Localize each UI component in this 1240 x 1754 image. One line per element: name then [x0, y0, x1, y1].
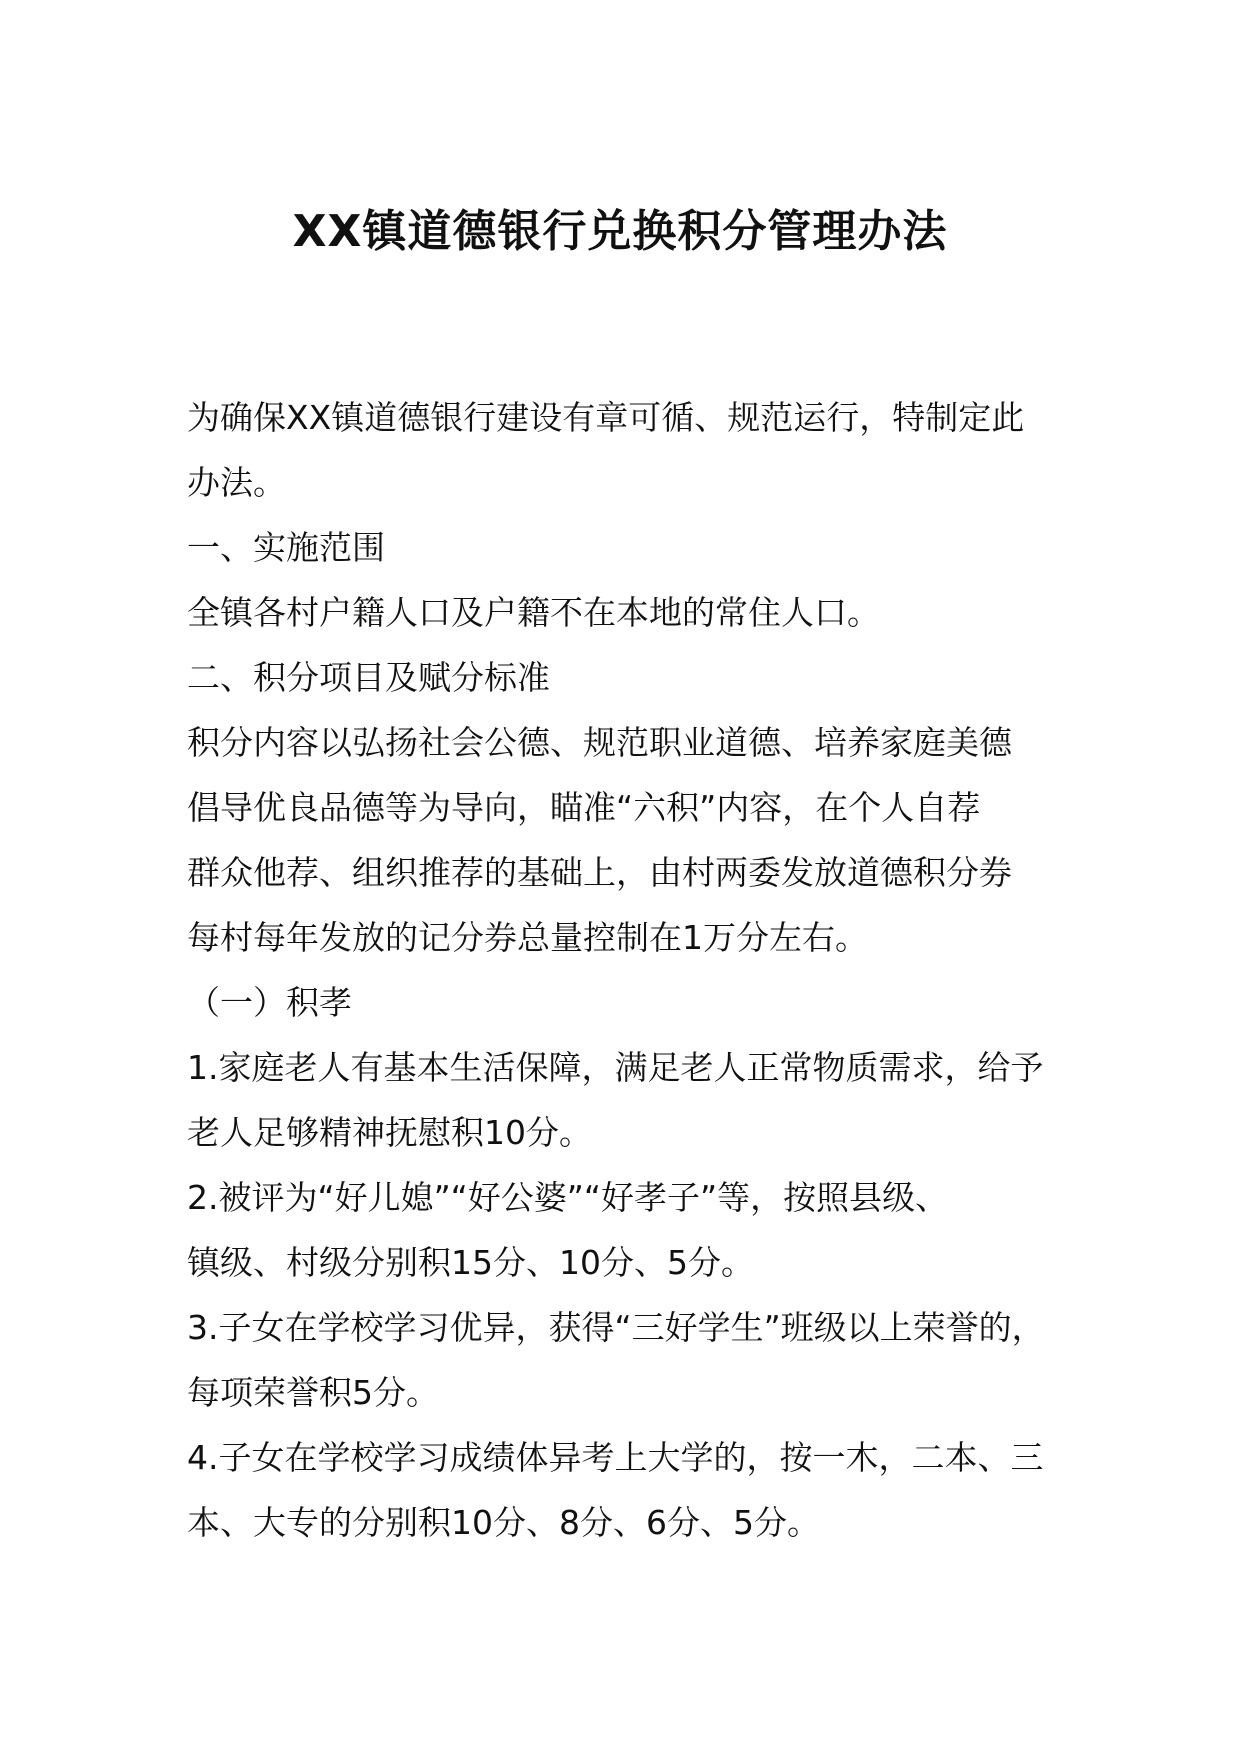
list-item-line: 老人足够精神抚慰积10分。 [187, 1113, 592, 1152]
section-heading: 二、积分项目及赋分标准 [187, 658, 550, 697]
list-item-line: 1.家庭老人有基本生活保障，满足老人正常物质需求，给予 [187, 1048, 1044, 1087]
subsection-heading: （一）积孝 [187, 983, 352, 1022]
paragraph-line: 每村每年发放的记分券总量控制在1万分左右。 [187, 918, 868, 957]
section-heading: 一、实施范围 [187, 528, 385, 567]
document-title: XX镇道德银行兑换积分管理办法 [292, 206, 948, 257]
list-item-line: 镇级、村级分别积15分、10分、5分。 [187, 1243, 754, 1282]
list-item-line: 3.子女在学校学习优异，获得“三好学生”班级以上荣誉的， [187, 1308, 1045, 1347]
paragraph-line: 办法。 [187, 463, 286, 502]
list-item-line: 2.被评为“好儿媳”“好公婆”“好孝子”等，按照县级、 [187, 1178, 949, 1217]
list-item-line: 4.子女在学校学习成绩体异考上大学的，按一木，二本、三 [187, 1438, 1044, 1477]
document-body [187, 385, 1087, 1555]
list-item-line: 本、大专的分别积10分、8分、6分、5分。 [187, 1503, 820, 1542]
list-item-line: 每项荣誉积5分。 [187, 1373, 439, 1412]
paragraph-line: 为确保XX镇道德银行建设有章可循、规范运行，特制定此 [187, 398, 1025, 437]
paragraph-line: 倡导优良品德等为导向，瞄准“六积”内容，在个人自荐 [187, 788, 981, 827]
paragraph-line: 积分内容以弘扬社会公德、规范职业道德、培养家庭美德 [187, 723, 1012, 762]
paragraph-line: 全镇各村户籍人口及户籍不在本地的常住人口。 [187, 593, 880, 632]
paragraph-line: 群众他荐、组织推荐的基础上，由村两委发放道德积分券 [187, 853, 1012, 892]
